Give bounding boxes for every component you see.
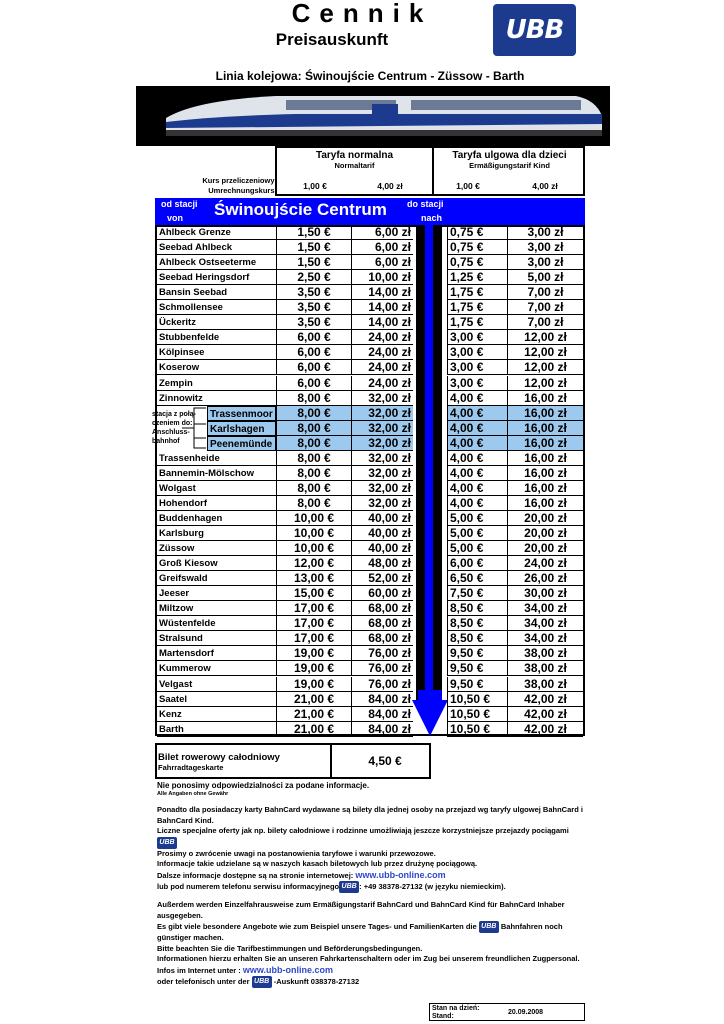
stand-label-de: Stand: <box>432 1013 454 1020</box>
note-d6b: -Auskunft 038378-27132 <box>273 976 360 986</box>
price-eur: 6,00 € <box>276 360 351 375</box>
note-d2a: Es gibt viele besondere Angebote wie zum Beispiel unsere Tages- und FamilienKarten die <box>157 921 477 931</box>
rate-pln-2: 4,00 zł <box>532 181 558 191</box>
note-d1: Außerdem werden Einzelfahrausweise zum Ermäßigungstarif BahnCard und BahnCard Kind für BahnCard Inhaber ausgegeben. <box>157 900 565 920</box>
price-eur: 8,00 € <box>276 496 351 511</box>
to-label-de: nach <box>421 213 443 223</box>
page-title: Cennik <box>291 0 433 28</box>
line-route: Świnoujście Centrum - Züssow - Barth <box>305 69 525 83</box>
price-eur-child: 8,50 € <box>447 601 507 616</box>
price-pln: 32,00 zł <box>351 391 413 406</box>
station-name: Stubbenfelde <box>157 330 276 345</box>
price-eur: 3,50 € <box>276 285 351 300</box>
price-pln-child: 7,00 zł <box>507 285 583 300</box>
normal-fare-title: Taryfa normalna <box>315 150 394 161</box>
table-row <box>157 421 583 436</box>
ubb-small-logo-3: UBB <box>479 921 499 933</box>
table-row <box>157 601 583 616</box>
price-pln-child: 16,00 zł <box>507 466 583 481</box>
table-row <box>157 541 583 556</box>
table-row <box>157 616 583 631</box>
price-pln-child: 34,00 zł <box>507 631 583 646</box>
train-image <box>136 86 610 146</box>
price-eur-child: 8,50 € <box>447 631 507 646</box>
note-p6 <box>157 881 587 893</box>
price-eur: 13,00 € <box>276 571 351 586</box>
price-pln-child: 24,00 zł <box>507 556 583 571</box>
table-row <box>157 285 583 300</box>
stand-date: 20.09.2008 <box>508 1009 544 1016</box>
price-eur: 6,00 € <box>276 330 351 345</box>
note-p2 <box>157 826 587 849</box>
price-eur: 19,00 € <box>276 677 351 692</box>
note-d6a: oder telefonisch unter der <box>157 976 250 986</box>
ubb-small-logo: UBB <box>157 837 177 849</box>
table-row <box>157 391 583 406</box>
price-eur-child: 9,50 € <box>447 646 507 661</box>
rate-eur-2: 1,00 € <box>456 181 480 191</box>
price-eur: 19,00 € <box>276 646 351 661</box>
station-name: Ahlbeck Ostseeterme <box>157 255 276 270</box>
station-name: Kölpinsee <box>157 345 276 360</box>
from-label-pl: od stacji <box>161 199 198 209</box>
price-pln-child: 34,00 zł <box>507 601 583 616</box>
price-eur: 15,00 € <box>276 586 351 601</box>
price-eur: 8,00 € <box>276 451 351 466</box>
station-name: Buddenhagen <box>157 511 276 526</box>
station-name: Zempin <box>157 376 276 391</box>
price-eur-child: 3,00 € <box>447 330 507 345</box>
price-pln-child: 20,00 zł <box>507 526 583 541</box>
table-row <box>157 255 583 270</box>
note-p2-text: Liczne specjalne oferty jak np. bilety całodniowe i rodzinne umożliwiają jeszcze korzystniejsze przejazdy pociągami <box>157 826 569 835</box>
price-pln: 32,00 zł <box>351 421 413 436</box>
bike-price: 4,50 € <box>368 754 402 768</box>
line-label: Linia kolejowa: <box>215 69 302 83</box>
price-eur-child: 4,00 € <box>447 436 507 451</box>
station-name: Schmollensee <box>157 300 276 315</box>
price-pln-child: 42,00 zł <box>507 722 583 737</box>
price-eur-child: 1,25 € <box>447 270 507 285</box>
station-name: Seebad Ahlbeck <box>157 240 276 255</box>
table-row <box>157 225 583 240</box>
price-eur-child: 6,00 € <box>447 556 507 571</box>
table-row <box>157 722 583 737</box>
price-pln: 32,00 zł <box>351 406 413 421</box>
price-pln-child: 12,00 zł <box>507 345 583 360</box>
note-d2 <box>157 921 587 944</box>
notes-german <box>157 900 587 988</box>
rate-label-pl: Kurs przeliczeniowy: <box>202 176 277 185</box>
price-eur-child: 5,00 € <box>447 541 507 556</box>
price-pln: 76,00 zł <box>351 646 413 661</box>
price-pln-child: 34,00 zł <box>507 616 583 631</box>
price-pln: 32,00 zł <box>351 496 413 511</box>
price-pln: 14,00 zł <box>351 285 413 300</box>
price-eur-child: 10,50 € <box>447 707 507 722</box>
price-eur-child: 10,50 € <box>447 722 507 737</box>
price-eur: 8,00 € <box>276 421 351 436</box>
station-name: Züssow <box>157 541 276 556</box>
to-label-pl: do stacji <box>407 199 444 209</box>
notes-polish <box>157 805 587 893</box>
table-row <box>157 315 583 330</box>
price-pln: 68,00 zł <box>351 616 413 631</box>
disclaimer-de: Alle Angaben ohne Gewähr <box>157 791 229 797</box>
exchange-rate-label <box>150 176 277 196</box>
price-eur-child: 0,75 € <box>447 225 507 240</box>
ubb-logo: UBB <box>493 4 576 56</box>
note-d5-text: Infos im Internet unter : <box>157 965 241 975</box>
price-eur-child: 3,00 € <box>447 360 507 375</box>
price-eur: 8,00 € <box>276 481 351 496</box>
table-row <box>157 270 583 285</box>
station-name: Wüstenfelde <box>157 616 276 631</box>
from-label-de: von <box>167 213 184 223</box>
website-link-de[interactable]: www.ubb-online.com <box>242 964 334 975</box>
table-row <box>157 360 583 375</box>
station-name: Velgast <box>157 677 276 692</box>
note-p4: Informacje takie udzielane są w naszych kasach biletowych lub przez drużynę pociągową. <box>157 859 478 868</box>
price-eur: 3,50 € <box>276 315 351 330</box>
price-pln-child: 12,00 zł <box>507 360 583 375</box>
price-eur-child: 3,00 € <box>447 345 507 360</box>
station-name: Stralsund <box>157 631 276 646</box>
price-pln-child: 42,00 zł <box>507 692 583 707</box>
price-pln: 60,00 zł <box>351 586 413 601</box>
bike-divider <box>330 743 332 779</box>
price-eur: 8,00 € <box>276 391 351 406</box>
price-pln-child: 16,00 zł <box>507 481 583 496</box>
price-pln: 32,00 zł <box>351 481 413 496</box>
station-name: Karlsburg <box>157 526 276 541</box>
price-eur: 10,00 € <box>276 526 351 541</box>
price-pln: 48,00 zł <box>351 556 413 571</box>
price-pln-child: 7,00 zł <box>507 300 583 315</box>
price-pln-child: 16,00 zł <box>507 451 583 466</box>
station-name: Seebad Heringsdorf <box>157 270 276 285</box>
price-eur: 6,00 € <box>276 376 351 391</box>
price-pln: 84,00 zł <box>351 722 413 737</box>
price-pln: 10,00 zł <box>351 270 413 285</box>
price-pln: 24,00 zł <box>351 376 413 391</box>
normal-fare-subtitle: Normaltarif <box>334 161 375 170</box>
price-pln: 24,00 zł <box>351 360 413 375</box>
price-pln-child: 5,00 zł <box>507 270 583 285</box>
price-eur: 1,50 € <box>276 225 351 240</box>
station-name: Trassenmoor <box>207 406 276 421</box>
station-name: Barth <box>157 722 276 737</box>
price-pln-child: 12,00 zł <box>507 376 583 391</box>
table-row <box>157 631 583 646</box>
rate-pln-1: 4,00 zł <box>377 181 403 191</box>
note-p5 <box>157 870 587 882</box>
price-pln-child: 3,00 zł <box>507 255 583 270</box>
table-row <box>157 586 583 601</box>
price-eur: 21,00 € <box>276 707 351 722</box>
price-eur-child: 9,50 € <box>447 661 507 676</box>
price-eur-child: 4,00 € <box>447 481 507 496</box>
price-pln-child: 26,00 zł <box>507 571 583 586</box>
price-pln-child: 16,00 zł <box>507 391 583 406</box>
table-row <box>157 511 583 526</box>
station-name: Bansin Seebad <box>157 285 276 300</box>
price-pln-child: 16,00 zł <box>507 421 583 436</box>
price-eur-child: 4,00 € <box>447 421 507 436</box>
price-eur: 1,50 € <box>276 255 351 270</box>
note-p6a: lub pod numerem telefonu serwisu informacyjnego <box>157 881 340 891</box>
price-pln: 68,00 zł <box>351 601 413 616</box>
price-eur-child: 5,00 € <box>447 526 507 541</box>
price-pln-child: 38,00 zł <box>507 677 583 692</box>
table-row <box>157 692 583 707</box>
rate-eur-1: 1,00 € <box>303 181 327 191</box>
price-pln: 6,00 zł <box>351 255 413 270</box>
price-eur-child: 0,75 € <box>447 240 507 255</box>
note-d6 <box>157 976 587 988</box>
station-name: Saatel <box>157 692 276 707</box>
price-eur: 19,00 € <box>276 661 351 676</box>
table-row <box>157 661 583 676</box>
station-name: Trassenheide <box>157 451 276 466</box>
price-eur-child: 9,50 € <box>447 677 507 692</box>
price-eur-child: 8,50 € <box>447 616 507 631</box>
station-name: Ahlbeck Grenze <box>157 225 276 240</box>
rate-label-de: Umrechnungskurs: <box>208 186 277 195</box>
note-d5 <box>157 965 587 977</box>
price-eur: 21,00 € <box>276 692 351 707</box>
table-row <box>157 496 583 511</box>
price-eur-child: 0,75 € <box>447 255 507 270</box>
price-pln: 14,00 zł <box>351 300 413 315</box>
station-name: Karlshagen <box>207 421 276 436</box>
price-pln-child: 16,00 zł <box>507 436 583 451</box>
price-eur: 1,50 € <box>276 240 351 255</box>
price-pln: 52,00 zł <box>351 571 413 586</box>
table-row <box>157 240 583 255</box>
table-row <box>157 376 583 391</box>
station-name: Jeeser <box>157 586 276 601</box>
note-p3: Prosimy o zwrócenie uwagi na postanowienia taryfowe i warunki przewozowe. <box>157 848 436 858</box>
price-eur-child: 1,75 € <box>447 285 507 300</box>
price-pln: 32,00 zł <box>351 466 413 481</box>
page-subtitle: Preisauskunft <box>275 30 389 49</box>
price-eur: 10,00 € <box>276 511 351 526</box>
price-eur: 17,00 € <box>276 616 351 631</box>
price-eur-child: 1,75 € <box>447 300 507 315</box>
stand-label-pl: Stan na dzień: <box>432 1005 480 1012</box>
price-eur-child: 4,00 € <box>447 451 507 466</box>
ubb-small-logo-4: UBB <box>252 976 272 988</box>
station-name: Bannemin-Mölschow <box>157 466 276 481</box>
station-name: Miltzow <box>157 601 276 616</box>
price-pln-child: 38,00 zł <box>507 661 583 676</box>
table-row <box>157 526 583 541</box>
price-pln-child: 30,00 zł <box>507 586 583 601</box>
note-p6b: : +49 38378-27132 (w języku niemieckim). <box>359 881 506 891</box>
price-pln: 76,00 zł <box>351 661 413 676</box>
ubb-small-logo-2: UBB <box>339 881 359 893</box>
station-name: Hohendorf <box>157 496 276 511</box>
table-row <box>157 466 583 481</box>
price-eur-child: 4,00 € <box>447 496 507 511</box>
table-row <box>157 451 583 466</box>
disclaimer-pl: Nie ponosimy odpowiedzialności za podane informacje. <box>157 781 370 790</box>
price-eur-child: 1,75 € <box>447 315 507 330</box>
price-eur: 17,00 € <box>276 601 351 616</box>
price-pln: 76,00 zł <box>351 677 413 692</box>
reduced-fare-title: Taryfa ulgowa dla dzieci <box>452 150 567 161</box>
price-pln: 40,00 zł <box>351 511 413 526</box>
price-eur: 17,00 € <box>276 631 351 646</box>
price-pln-child: 20,00 zł <box>507 511 583 526</box>
price-pln: 84,00 zł <box>351 692 413 707</box>
price-eur-child: 7,50 € <box>447 586 507 601</box>
table-row <box>157 406 583 421</box>
price-pln: 84,00 zł <box>351 707 413 722</box>
price-pln: 32,00 zł <box>351 436 413 451</box>
table-row <box>157 556 583 571</box>
price-pln: 14,00 zł <box>351 315 413 330</box>
price-pln: 24,00 zł <box>351 330 413 345</box>
price-eur: 21,00 € <box>276 722 351 737</box>
table-row <box>157 707 583 722</box>
connection-label: stacja z połą-czeniem do: Anschluss-bahnhof <box>152 411 196 445</box>
station-name: Groß Kiesow <box>157 556 276 571</box>
price-eur-child: 4,00 € <box>447 391 507 406</box>
price-pln-child: 3,00 zł <box>507 240 583 255</box>
price-eur-child: 3,00 € <box>447 376 507 391</box>
price-eur: 2,50 € <box>276 270 351 285</box>
price-eur: 10,00 € <box>276 541 351 556</box>
table-row <box>157 571 583 586</box>
station-name: Wolgast <box>157 481 276 496</box>
note-p5-text: Dalsze informacje dostępne są na stronie internetowej: <box>157 870 354 880</box>
station-name: Greifswald <box>157 571 276 586</box>
reduced-fare-subtitle: Ermäßigungstarif Kind <box>469 161 550 170</box>
line-title <box>0 69 724 83</box>
table-row <box>157 330 583 345</box>
table-row <box>157 436 583 451</box>
price-pln-child: 16,00 zł <box>507 406 583 421</box>
price-eur-child: 5,00 € <box>447 511 507 526</box>
price-eur-child: 6,50 € <box>447 571 507 586</box>
price-pln: 40,00 zł <box>351 526 413 541</box>
price-pln: 6,00 zł <box>351 240 413 255</box>
price-eur: 8,00 € <box>276 406 351 421</box>
price-pln: 68,00 zł <box>351 631 413 646</box>
price-pln-child: 42,00 zł <box>507 707 583 722</box>
station-name: Ückeritz <box>157 315 276 330</box>
table-row <box>157 300 583 315</box>
price-pln-child: 7,00 zł <box>507 315 583 330</box>
table-row <box>157 677 583 692</box>
price-eur-child: 10,50 € <box>447 692 507 707</box>
price-pln-child: 3,00 zł <box>507 225 583 240</box>
bike-label-pl: Bilet rowerowy całodniowy <box>158 752 280 763</box>
station-name: Kenz <box>157 707 276 722</box>
price-eur-child: 4,00 € <box>447 406 507 421</box>
station-name: Koserow <box>157 360 276 375</box>
table-row <box>157 646 583 661</box>
price-eur: 12,00 € <box>276 556 351 571</box>
price-eur: 6,00 € <box>276 345 351 360</box>
price-eur-child: 4,00 € <box>447 466 507 481</box>
price-pln: 32,00 zł <box>351 451 413 466</box>
website-link-pl[interactable]: www.ubb-online.com <box>355 869 446 880</box>
price-pln-child: 12,00 zł <box>507 330 583 345</box>
bike-label-de: Fahrradtageskarte <box>158 763 224 772</box>
station-name: Kummerow <box>157 661 276 676</box>
price-pln-child: 38,00 zł <box>507 646 583 661</box>
table-row <box>157 345 583 360</box>
stand-box <box>429 1003 585 1021</box>
station-name: Peenemünde <box>207 436 276 451</box>
price-pln-child: 16,00 zł <box>507 496 583 511</box>
price-eur: 8,00 € <box>276 466 351 481</box>
price-pln: 6,00 zł <box>351 225 413 240</box>
price-eur: 3,50 € <box>276 300 351 315</box>
price-pln: 40,00 zł <box>351 541 413 556</box>
origin-station: Świnoujście Centrum <box>214 200 387 219</box>
table-row <box>157 481 583 496</box>
note-p1: Ponadto dla posiadaczy karty BahnCard wydawane są bilety dla jednej osoby na przejazd wg taryfy ulgowej BahnCard i BahnCard Kind. <box>157 805 583 825</box>
note-d3: Bitte beachten Sie die Tarifbestimmungen und Beförderungsbedingungen. <box>157 943 423 953</box>
price-eur: 8,00 € <box>276 436 351 451</box>
station-name: Zinnowitz <box>157 391 276 406</box>
note-d4: Informationen hierzu erhalten Sie an unseren Fahrkartenschaltern oder im Zug bei unserem freundlichen Zugpersonal. <box>157 954 580 963</box>
note-d2b: Bahnfahren noch günstiger machen. <box>157 921 563 942</box>
price-pln: 24,00 zł <box>351 345 413 360</box>
station-name: Martensdorf <box>157 646 276 661</box>
price-pln-child: 20,00 zł <box>507 541 583 556</box>
